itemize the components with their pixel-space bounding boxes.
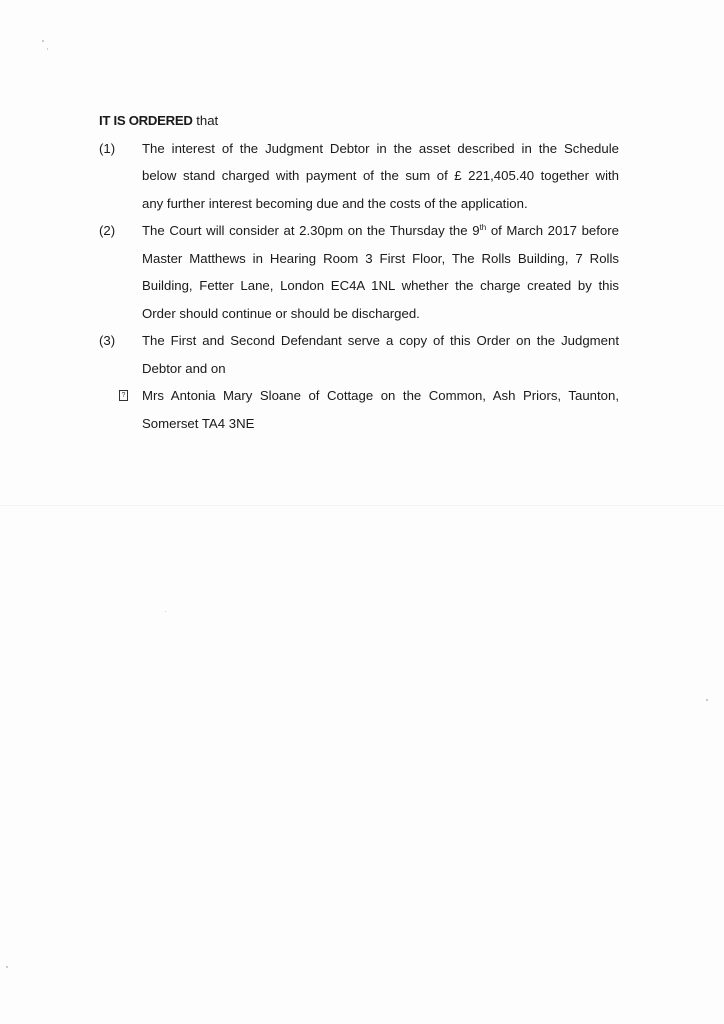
scan-speck xyxy=(706,699,708,701)
clause-line: The interest of the Judgment Debtor in the asset described in the Schedule xyxy=(142,140,619,156)
order-clause-3 xyxy=(99,327,619,382)
scan-speck xyxy=(6,966,8,968)
bullet-line: Somerset TA4 3NE xyxy=(142,415,255,431)
scan-speck xyxy=(47,48,48,50)
clause-line-part: of March 2017 before xyxy=(486,223,619,238)
clause-line: any further interest becoming due and the costs of the application. xyxy=(142,195,528,211)
clause-line: below stand charged with payment of the sum of £ 221,405.40 together with xyxy=(142,168,619,183)
service-recipient-bullet xyxy=(99,382,619,437)
order-body xyxy=(99,107,619,437)
clause-number: (3) xyxy=(99,333,116,348)
order-heading xyxy=(99,107,619,135)
clause-number: (1) xyxy=(99,140,116,156)
order-heading-rest: that xyxy=(192,113,219,128)
order-clause-1 xyxy=(99,135,619,218)
missing-glyph-bullet-icon: ? xyxy=(119,390,128,401)
clause-line: The First and Second Defendant serve a copy of this Order on the Judgment xyxy=(142,333,619,348)
order-clause-2 xyxy=(99,217,619,327)
clause-line: Building, Fetter Lane, London EC4A 1NL whether the charge created by this xyxy=(142,278,619,293)
clause-text xyxy=(142,327,619,382)
scan-artifact-line xyxy=(0,505,724,506)
clause-line: Order should continue or should be discharged. xyxy=(142,305,420,321)
scan-speck xyxy=(42,40,44,42)
clause-line-part: The Court will consider at 2.30pm on the Thursday the 9 xyxy=(142,223,480,238)
scan-speck xyxy=(165,611,166,612)
ordinal-suffix: th xyxy=(479,223,487,232)
clause-number: (2) xyxy=(99,223,116,238)
clause-text xyxy=(142,217,619,327)
clause-line xyxy=(142,217,619,245)
order-heading-bold: IT IS ORDERED xyxy=(99,113,193,128)
bullet-line: Mrs Antonia Mary Sloane of Cottage on the Common, Ash Priors, Taunton, xyxy=(142,388,619,403)
bullet-text xyxy=(142,382,619,437)
clause-line: Debtor and on xyxy=(142,360,226,376)
clause-line: Master Matthews in Hearing Room 3 First Floor, The Rolls Building, 7 Rolls xyxy=(142,250,619,266)
clause-text xyxy=(142,135,619,218)
